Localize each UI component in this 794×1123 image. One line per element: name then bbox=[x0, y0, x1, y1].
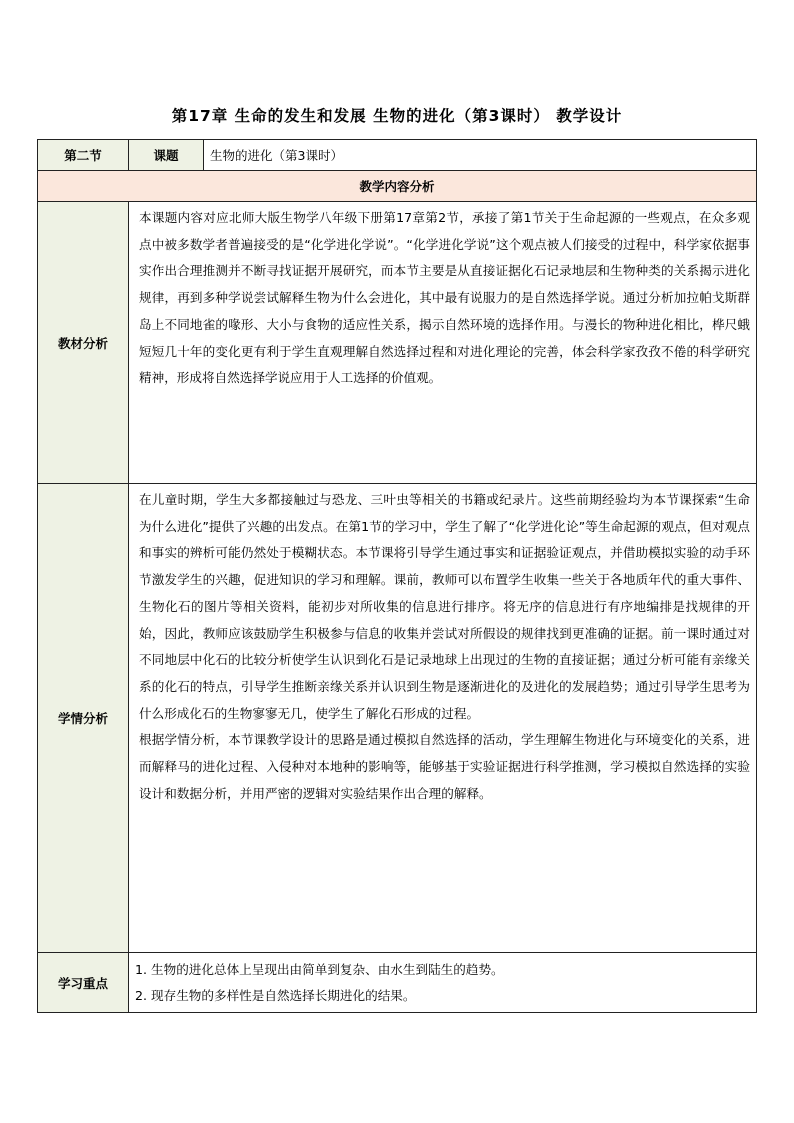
key-points-label: 学习重点 bbox=[38, 953, 129, 1013]
textbook-analysis-label: 教材分析 bbox=[38, 202, 129, 484]
topic-value: 生物的进化（第3课时） bbox=[204, 140, 757, 171]
learner-analysis-label: 学情分析 bbox=[38, 484, 129, 953]
textbook-analysis-cell bbox=[129, 202, 757, 484]
learner-analysis-paragraph-1: 在儿童时期，学生大多都接触过与恐龙、三叶虫等相关的书籍或纪录片。这些前期经验均为本节课探索“生命为什么进化”提供了兴趣的出发点。在第1节的学习中，学生了解了“化学进化论”等生命起源的观点，但对观点和事实的辨析可能仍然处于模糊状态。本节课将引导学生通过事实和证据验证观点，并借助模拟实验的动手环节激发学生的兴趣，促进知识的学习和理解。课前，教师可以布置学生收集一些关于各地质年代的重大事件、生物化石的图片等相关资料，能初步对所收集的信息进行排序。将无序的信息进行有序地编排是找规律的开始，因此，教师应该鼓励学生积极参与信息的收集并尝试对所假设的规律找到更准确的证据。前一课时通过对不同地层中化石的比较分析使学生认识到化石是记录地球上出现过的生物的直接证据；通过分析可能有亲缘关系的化石的特点，引导学生推断亲缘关系并认识到生物是逐渐进化的及进化的发展趋势；通过引导学生思考为什么形成化石的生物寥寥无几，使学生了解化石形成的过程。 bbox=[139, 492, 750, 721]
learner-analysis-row bbox=[38, 484, 757, 953]
document-title: 第17章 生命的发生和发展 生物的进化（第3课时） 教学设计 bbox=[171, 107, 623, 125]
key-point-item: 2. 现存生物的多样性是自然选择长期进化的结果。 bbox=[135, 987, 416, 1003]
content-analysis-row bbox=[38, 171, 757, 202]
learner-analysis-paragraph-2: 根据学情分析，本节课教学设计的思路是通过模拟自然选择的活动，学生理解生物进化与环境变化的关系，进而解释马的进化过程、入侵种对本地种的影响等，能够基于实验证据进行科学推测，学习模拟自然选择的实验设计和数据分析，并用严密的逻辑对实验结果作出合理的解释。 bbox=[139, 732, 750, 801]
lesson-plan-table bbox=[37, 139, 757, 1013]
key-point-item: 1. 生物的进化总体上呈现出由简单到复杂、由水生到陆生的趋势。 bbox=[135, 961, 504, 977]
key-points-cell bbox=[129, 953, 757, 1013]
header-row bbox=[38, 140, 757, 171]
learner-analysis-cell bbox=[129, 484, 757, 953]
textbook-analysis-text: 本课题内容对应北师大版生物学八年级下册第17章第2节，承接了第1节关于生命起源的一些观点，在众多观点中被多数学者普遍接受的是“化学进化学说”。“化学进化学说”这个观点被人们接受的过程中，科学家依据事实作出合理推测并不断寻找证据开展研究，而本节主要是从直接证据化石记录地层和生物种类的关系揭示进化规律，再到多种学说尝试解释生物为什么会进化，其中最有说服力的是自然选择学说。通过分析加拉帕戈斯群岛上不同地雀的喙形、大小与食物的适应性关系，揭示自然环境的选择作用。与漫长的物种进化相比，桦尺蛾短短几十年的变化更有利于学生直观理解自然选择过程和对进化理论的完善，体会科学家孜孜不倦的科学研究精神，形成将自然选择学说应用于人工选择的价值观。 bbox=[139, 210, 750, 386]
content-analysis-heading: 教学内容分析 bbox=[38, 171, 757, 202]
key-points-row bbox=[38, 953, 757, 1013]
section-label: 第二节 bbox=[38, 140, 129, 171]
textbook-analysis-row bbox=[38, 202, 757, 484]
topic-label: 课题 bbox=[129, 140, 204, 171]
